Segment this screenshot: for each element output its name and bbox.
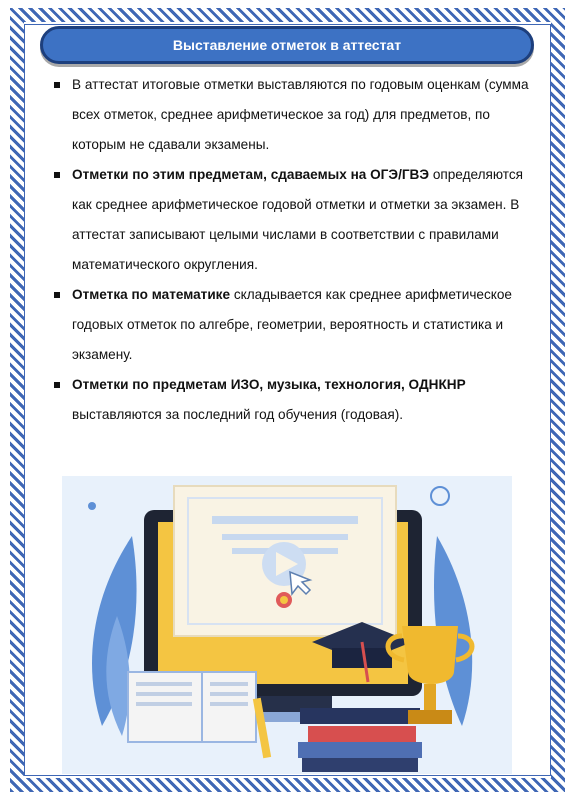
list-item-bold: Отметки по этим предметам, сдаваемых на ОГЭ/ГВЭ (72, 167, 430, 182)
education-illustration (62, 476, 512, 774)
list-item-bold: Отметка по математике (72, 287, 231, 302)
list-item (48, 280, 538, 370)
list-item (48, 370, 538, 430)
list-item-text: определяются как среднее арифметическое годовой отметки и отметки за экзамен. В аттестат записывают целыми числами в соответствии с правилами математического округления. (72, 167, 524, 272)
book-stack-icon (300, 708, 420, 724)
content-list (48, 70, 538, 430)
deco-circle (88, 502, 96, 510)
page-title (40, 26, 534, 64)
deco-circle (431, 487, 449, 505)
list-item-bold: Отметки по предметам ИЗО, музыка, технология, ОДНКНР (72, 377, 466, 392)
illustration-svg (62, 476, 512, 774)
bullet-square-icon (54, 382, 60, 388)
page-title-text: Выставление отметок в аттестат (172, 37, 402, 53)
bullet-square-icon (54, 172, 60, 178)
trophy-icon (402, 626, 458, 684)
bullet-list (48, 70, 538, 430)
list-item (48, 70, 538, 160)
list-item-text: В аттестат итоговые отметки выставляются по годовым оценкам (сумма всех отметок, среднее арифметическое за год) для предметов, по которым не сдавали экзамены. (72, 77, 529, 152)
bullet-square-icon (54, 82, 60, 88)
list-item (48, 160, 538, 280)
list-item-text: складывается как среднее арифметическое годовых отметок по алгебре, геометрии, вероятность и статистика и экзамену. (72, 287, 512, 362)
list-item-text: выставляются за последний год обучения (годовая). (72, 407, 404, 422)
bullet-square-icon (54, 292, 60, 298)
